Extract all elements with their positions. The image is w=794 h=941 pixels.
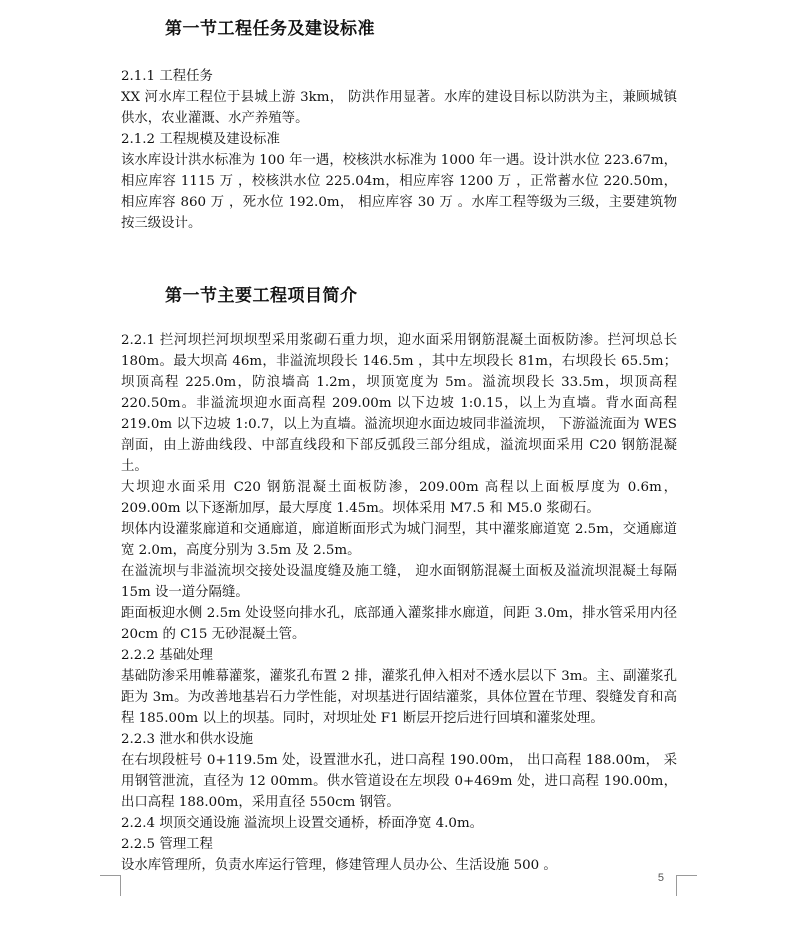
section-title-2: 第一节主要工程项目简介	[165, 286, 358, 306]
subsection-heading-2-1-1: 2.1.1 工程任务	[121, 69, 213, 84]
crop-mark-right	[676, 875, 697, 896]
paragraph-2-2-2: 基础防渗采用帷幕灌浆，灌浆孔布置 2 排，灌浆孔伸入相对不透水层以下 3m。主、副灌浆孔距为 3m。为改善地基岩石力学性能，对坝基进行固结灌浆，具体位置在节理、裂缝发育和高程 185.00m 以上的坝基。同时，对坝址处 F1 断层开挖后进行回填和灌浆处理。	[121, 669, 677, 726]
paragraph-2-1-2: 该水库设计洪水标准为 100 年一遇，校核洪水标准为 1000 年一遇。设计洪水位 223.67m，相应库容 1115 万 ，校核洪水位 225.04m，相应库容 1200 万 ，正常蓄水位 220.50m，相应库容 860 万 ，死水位 192.0m， 相应库容 30 万 。水库工程等级为三级，主要建筑物按三级设计。	[121, 153, 677, 231]
paragraph-joints: 在溢流坝与非溢流坝交接处设温度缝及施工缝， 迎水面钢筋混凝土面板及溢流坝混凝土每隔 15m 设一道分隔缝。	[121, 564, 677, 600]
subsection-heading-2-2-5: 2.2.5 管理工程	[121, 837, 213, 852]
paragraph-gallery: 坝体内设灌浆廊道和交通廊道，廊道断面形式为城门洞型，其中灌浆廊道宽 2.5m，交通廊道宽 2.0m，高度分别为 3.5m 及 2.5m。	[121, 522, 677, 558]
subsection-heading-2-2-3: 2.2.3 泄水和供水设施	[121, 732, 254, 747]
subsection-heading-2-2-2: 2.2.2 基础处理	[121, 648, 213, 663]
paragraph-2-2-1: 2.2.1 拦河坝拦河坝坝型采用浆砌石重力坝，迎水面采用钢筋混凝土面板防渗。拦河坝总长 180m。最大坝高 46m，非溢流坝段长 146.5m ，其中左坝段长 81m，右坝段长 65.5m；坝顶高程 225.0m，防浪墙高 1.2m，坝顶宽度为 5m。溢流坝段长 33.5m，坝顶高程 220.50m。非溢流坝迎水面高程 209.00m 以下边坡 1:0.15，以上为直墙。背水面高程 219.0m 以下边坡 1:0.7，以上为直墙。溢流坝迎水面边坡同非溢流坝， 下游溢流面为 WES 剖面，由上游曲线段、中部直线段和下部反弧段三部分组成，溢流坝面采用 C20 钢筋混凝土。	[121, 333, 677, 474]
section-2-body	[121, 330, 677, 876]
paragraph-2-2-3: 在右坝段桩号 0+119.5m 处，设置泄水孔，进口高程 190.00m， 出口高程 188.00m， 采用钢管泄流，直径为 12 00mm。供水管道设在左坝段 0+469m 处，进口高程 190.00m，出口高程 188.00m，采用直径 550cm 钢管。	[121, 753, 677, 810]
crop-mark-left	[100, 875, 121, 896]
paragraph-face-slab: 大坝迎水面采用 C20 钢筋混凝土面板防渗，209.00m 高程以上面板厚度为 0.6m，209.00m 以下逐渐加厚，最大厚度 1.45m。坝体采用 M7.5 和 M5.0 浆砌石。	[121, 480, 677, 516]
paragraph-2-1-1: XX 河水库工程位于县城上游 3km， 防洪作用显著。水库的建设目标以防洪为主，兼顾城镇供水，农业灌溉、水产养殖等。	[121, 90, 677, 126]
paragraph-2-2-5: 设水库管理所，负责水库运行管理，修建管理人员办公、生活设施 500 。	[121, 858, 557, 873]
paragraph-2-2-4: 2.2.4 坝顶交通设施 溢流坝上设置交通桥，桥面净宽 4.0m。	[121, 816, 484, 831]
paragraph-drainage: 距面板迎水侧 2.5m 处设竖向排水孔，底部通入灌浆排水廊道，间距 3.0m，排水管采用内径 20cm 的 C15 无砂混凝土管。	[121, 606, 677, 642]
section-1-body	[121, 66, 677, 234]
subsection-heading-2-1-2: 2.1.2 工程规模及建设标准	[121, 132, 280, 147]
section-title-1: 第一节工程任务及建设标准	[165, 19, 375, 39]
page-number: 5	[657, 872, 664, 884]
